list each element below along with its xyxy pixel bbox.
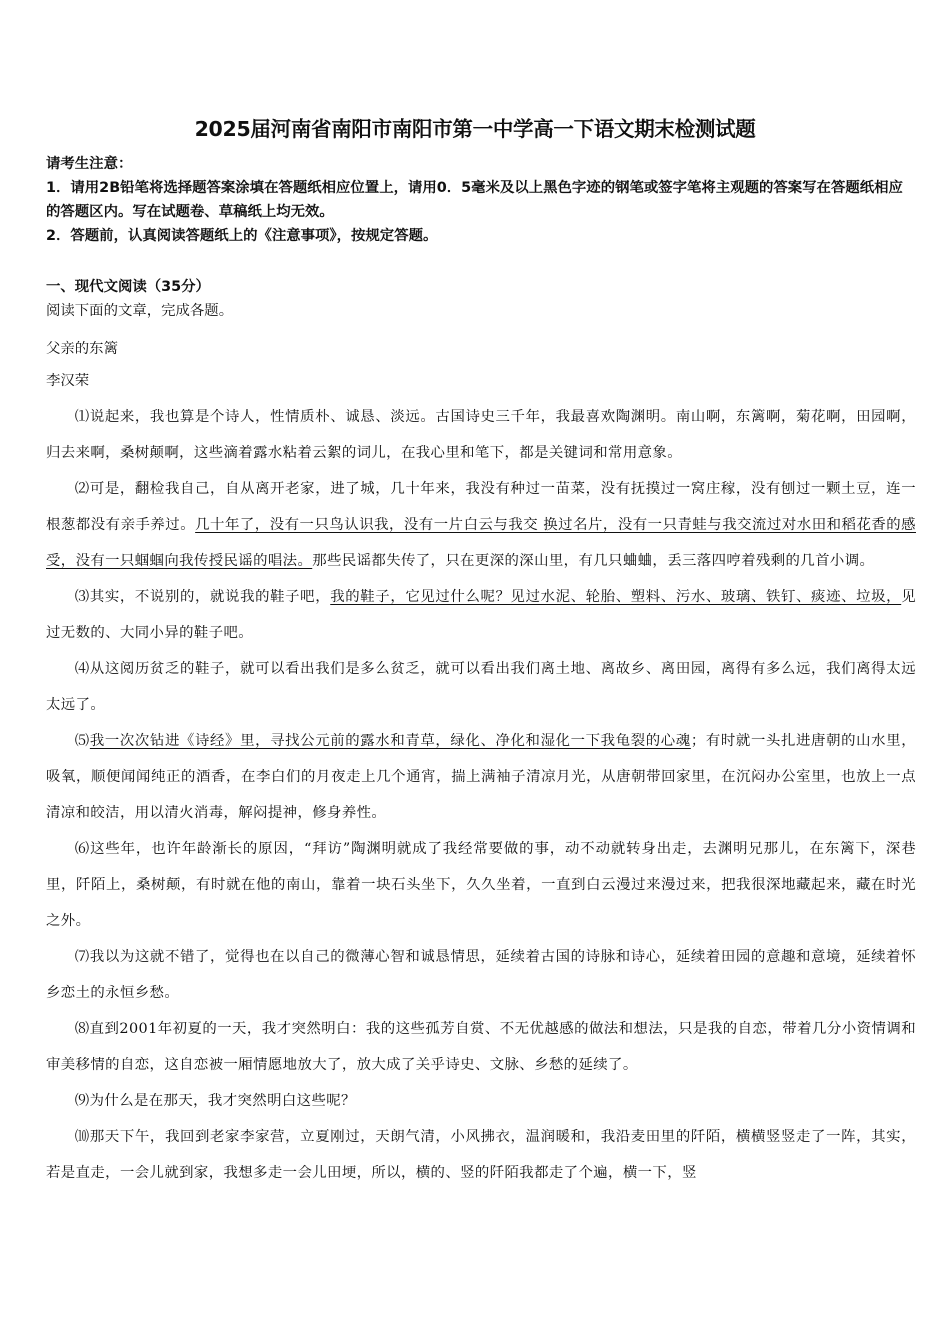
- notice-item-1: 1．请用2B铅笔将选择题答案涂填在答题纸相应位置上，请用0．5毫米及以上黑色字迹的钢笔或签字笔将主观题的答案写在答题纸相应的答题区内。写在试题卷、草稿纸上均无效。: [46, 180, 903, 220]
- article-author: 李汉荣: [46, 373, 90, 389]
- paragraph-2-underlined: 几十年了，没有一只鸟认识我，没有一片白云与我交 换过名片，没有一只青蛙与我交流过对水田和稻花香的感受，没有一只蝈蝈向我传授民谣的唱法。: [46, 517, 916, 569]
- paragraph-2-text-a: ⑵可是，翻检我自己，自从离开老家，进了城，几十年来，我没有种过一苗菜，没有抚摸过一窝庄稼，没有刨过一颗土豆，连一根葱都没有亲手养过。: [46, 481, 916, 533]
- paragraph-2-text-b: 那些民谣都失传了，只在更深的深山里，有几只蛐蛐，丢三落四哼着残剩的几首小调。: [312, 553, 875, 569]
- paragraph-10: ⑽那天下午，我回到老家李家营，立夏刚过，天朗气清，小风拂衣，温润暖和，我沿麦田里的阡陌，横横竖竖走了一阵，其实，若是直走，一会儿就到家，我想多走一会儿田埂，所以，横的、竖的阡陌我都走了个遍，横一下，竖: [46, 1129, 916, 1181]
- page-title: 2025届河南省南阳市南阳市第一中学高一下语文期末检测试题: [194, 117, 756, 141]
- paragraph-3-text-b: 见过无数的、大同小异的鞋子吧。: [46, 589, 916, 641]
- paragraph-4: ⑷从这阅历贫乏的鞋子，就可以看出我们是多么贫乏，就可以看出我们离土地、离故乡、离田园，离得有多么远，我们离得太远太远了。: [46, 661, 916, 713]
- paragraph-3-text-a: ⑶其实，不说别的，就说我的鞋子吧，: [74, 589, 331, 605]
- article-title: 父亲的东篱: [46, 341, 118, 357]
- section-instruction: 阅读下面的文章，完成各题。: [46, 303, 234, 319]
- paragraph-5: [46, 723, 916, 831]
- paragraph-3: [46, 579, 916, 651]
- notice-item-2: 2．答题前，认真阅读答题纸上的《注意事项》，按规定答题。: [46, 228, 438, 244]
- reading-section: [46, 275, 916, 1191]
- candidate-notice: [46, 152, 916, 248]
- notice-heading: 请考生注意：: [46, 156, 133, 172]
- paragraph-2: [46, 471, 916, 579]
- paragraph-1: ⑴说起来，我也算是个诗人，性情质朴、诚恳、淡远。古国诗史三千年，我最喜欢陶渊明。南山啊，东篱啊，菊花啊，田园啊，归去来啊，桑树颠啊，这些滴着露水粘着云絮的词儿，在我心里和笔下，都是关键词和常用意象。: [46, 409, 916, 461]
- section-heading: 一、现代文阅读（35分）: [46, 279, 210, 295]
- paragraph-3-underlined: 我的鞋子，它见过什么呢？见过水泥、轮胎、塑料、污水、玻璃、铁钉、痰迹、垃圾，: [330, 589, 902, 605]
- paragraph-5-underlined: 我一次次钻进《诗经》里，寻找公元前的露水和青草，绿化、净化和湿化一下我龟裂的心魂: [89, 733, 691, 749]
- paragraph-8: ⑻直到2001年初夏的一天，我才突然明白：我的这些孤芳自赏、不无优越感的做法和想法，只是我的自恋，带着几分小资情调和审美移情的自恋，这自恋被一厢情愿地放大了，放大成了关乎诗史、文脉、乡愁的延续了。: [46, 1021, 916, 1073]
- paragraph-5-text-a: ⑸: [74, 733, 90, 749]
- paragraph-9: ⑼为什么是在那天，我才突然明白这些呢？: [74, 1093, 356, 1109]
- paragraph-5-text-b: ；有时就一头扎进唐朝的山水里，吸氧，顺便闻闻纯正的酒香，在李白们的月夜走上几个通宵，揣上满袖子清凉月光，从唐朝带回家里，在沉闷办公室里，也放上一点清凉和皎洁，用以清火消毒，解闷提神，修身养性。: [46, 733, 916, 821]
- paragraph-6: ⑹这些年，也许年龄渐长的原因，“拜访”陶渊明就成了我经常要做的事，动不动就转身出走，去渊明兄那儿，在东篱下，深巷里，阡陌上，桑树颠，有时就在他的南山，靠着一块石头坐下，久久坐着，一直到白云漫过来漫过来，把我很深地藏起来，藏在时光之外。: [46, 841, 916, 929]
- paragraph-7: ⑺我以为这就不错了，觉得也在以自己的微薄心智和诚恳情思，延续着古国的诗脉和诗心，延续着田园的意趣和意境，延续着怀乡恋土的永恒乡愁。: [46, 949, 916, 1001]
